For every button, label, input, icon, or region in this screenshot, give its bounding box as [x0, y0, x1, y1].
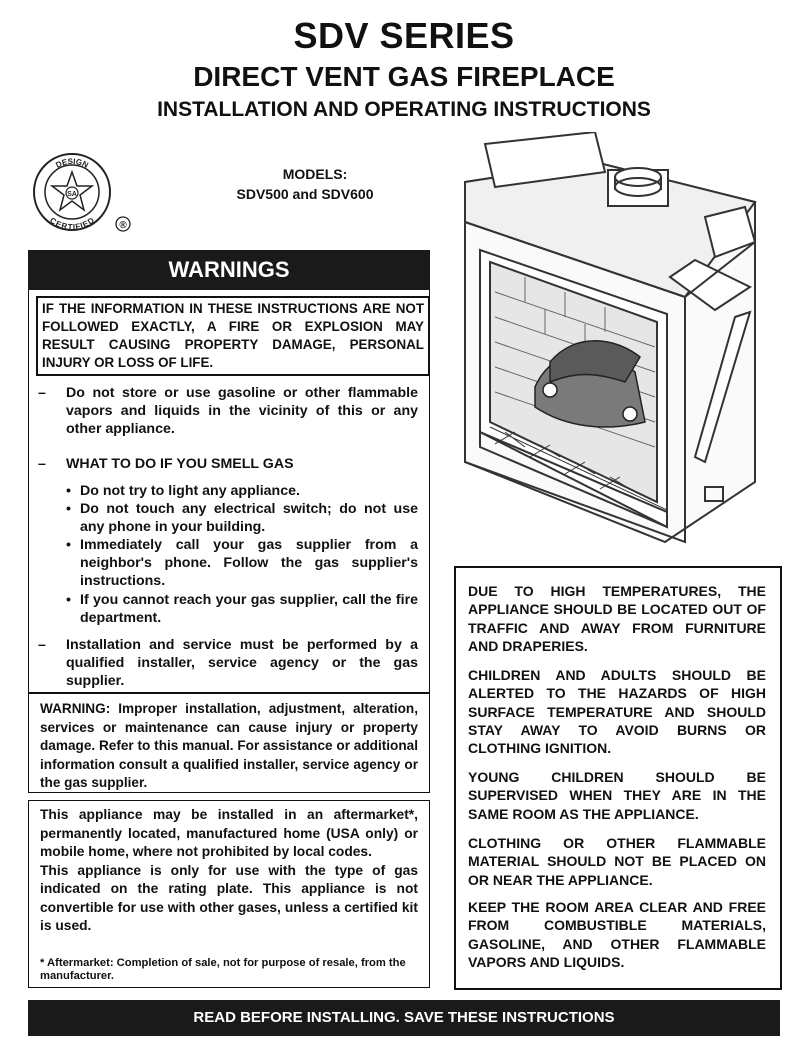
warnings-header: WARNINGS — [28, 250, 430, 290]
svg-text:DESIGN — [54, 157, 90, 170]
warning-item-text: WHAT TO DO IF YOU SMELL GAS — [66, 456, 294, 472]
manufactured-home-text — [40, 806, 418, 936]
registered-mark: ® — [119, 220, 127, 231]
improper-installation-warning: WARNING: Improper installation, adjustment, alteration, services or maintenance can cause injury or property damage. Refer to this manual. For assistance or additional information consult a qualified installer, service agency or the gas supplier. — [40, 701, 418, 790]
gas-step-text: Immediately call your gas supplier from a neighbor's phone. Follow the gas supplier's instructions. — [80, 537, 418, 589]
manufactured-home-para: This appliance may be installed in an aftermarket*, permanently located, manufactured home (USA only) or mobile home, where not prohibited by local codes. — [40, 807, 418, 859]
warning-item: – Do not store or use gasoline or other flammable vapors and liquids in the vicinity of this or any other appliance. — [38, 385, 418, 437]
series-title: SDV SERIES — [293, 15, 515, 56]
gas-step: • Do not touch any electrical switch; do not use any phone in your building. — [66, 501, 418, 535]
seal-bottom-text: CERTIFIED — [48, 215, 96, 232]
svg-text:CERTIFIED — [48, 216, 96, 232]
gas-step: • If you cannot reach your gas supplier, call the fire department. — [66, 592, 418, 626]
warning-item-text: Do not store or use gasoline or other flammable vapors and liquids in the vicinity of this or any other appliance. — [66, 385, 418, 437]
gas-step-text: Do not try to light any appliance. — [80, 483, 300, 499]
models-value: SDV500 and SDV600 — [236, 186, 374, 202]
design-certified-seal-icon — [30, 152, 140, 238]
svg-text:SA: SA — [67, 191, 77, 198]
aftermarket-footnote: * Aftermarket: Completion of sale, not for purpose of resale, from the manufacturer. — [40, 957, 406, 982]
product-title: DIRECT VENT GAS FIREPLACE — [193, 61, 615, 92]
fireplace-illustration — [455, 132, 765, 552]
warning-item: – WHAT TO DO IF YOU SMELL GAS — [38, 455, 418, 475]
hazard-paragraph: DUE TO HIGH TEMPERATURES, THE APPLIANCE SHOULD BE LOCATED OUT OF TRAFFIC AND AWAY FROM FURNITURE AND DRAPERIES. — [468, 583, 766, 654]
gas-step-text: Do not touch any electrical switch; do not use any phone in your building. — [80, 501, 418, 535]
footer-banner: READ BEFORE INSTALLING. SAVE THESE INSTRUCTIONS — [28, 1000, 780, 1036]
warning-item-text: Installation and service must be performed by a qualified installer, service agency or the gas supplier. — [66, 637, 418, 689]
hazard-paragraph: YOUNG CHILDREN SHOULD BE SUPERVISED WHEN THEY ARE IN THE SAME ROOM AS THE APPLIANCE. — [468, 769, 766, 822]
models-label: MODELS: — [282, 166, 348, 182]
gas-step: • Immediately call your gas supplier from a neighbor's phone. Follow the gas supplier's instructions. — [66, 537, 418, 589]
warnings-notice: IF THE INFORMATION IN THESE INSTRUCTIONS ARE NOT FOLLOWED EXACTLY, A FIRE OR EXPLOSION MAY RESULT CAUSING PROPERTY DAMAGE, PERSONAL INJURY OR LOSS OF LIFE. — [36, 296, 430, 376]
hazard-paragraph: CHILDREN AND ADULTS SHOULD BE ALERTED TO THE HAZARDS OF HIGH SURFACE TEMPERATURE AND SHOULD STAY AWAY TO AVOID BURNS OR CLOTHING IGNITION. — [468, 667, 766, 757]
divider — [28, 692, 430, 694]
gas-type-para: This appliance is only for use with the type of gas indicated on the rating plate. This appliance is not convertible for use with other gases, unless a certified kit is used. — [40, 862, 418, 933]
document-subtitle: INSTALLATION AND OPERATING INSTRUCTIONS — [157, 98, 651, 121]
seal-top-text: DESIGN — [54, 156, 90, 170]
warning-item: – Installation and service must be performed by a qualified installer, service agency or the gas supplier. — [38, 637, 418, 689]
hazard-paragraph: CLOTHING OR OTHER FLAMMABLE MATERIAL SHOULD NOT BE PLACED ON OR NEAR THE APPLIANCE. — [468, 835, 766, 888]
gas-step-text: If you cannot reach your gas supplier, call the fire department. — [80, 592, 418, 626]
hazard-paragraph: KEEP THE ROOM AREA CLEAR AND FREE FROM COMBUSTIBLE MATERIALS, GASOLINE, AND OTHER FLAMMABLE VAPORS AND LIQUIDS. — [468, 899, 766, 970]
gas-step: • Do not try to light any appliance. — [66, 482, 418, 500]
